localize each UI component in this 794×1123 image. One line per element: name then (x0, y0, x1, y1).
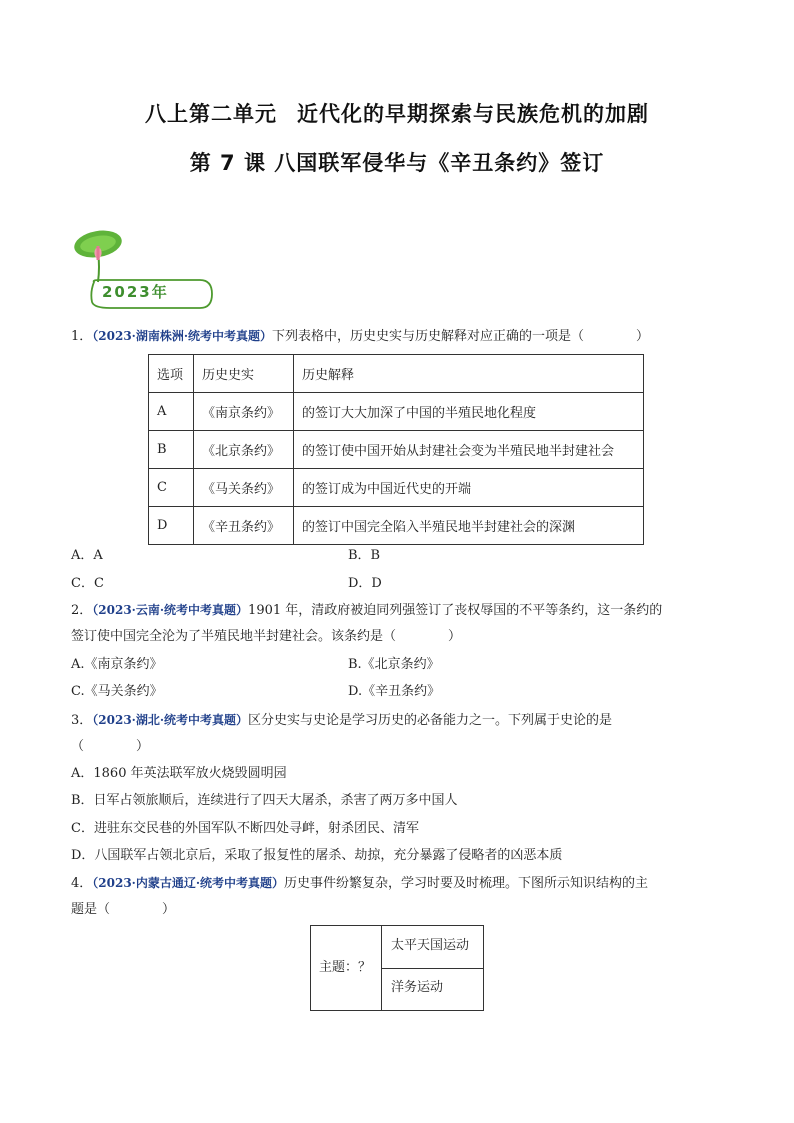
question-2 (71, 601, 662, 620)
question-source: （2023·内蒙古通辽·统考中考真题） (92, 876, 285, 890)
table-cell: B (149, 431, 194, 469)
question-number: 2． (71, 603, 93, 618)
table-header-cell: 选项 (149, 355, 194, 393)
question-3 (71, 711, 612, 730)
option-d[interactable]: D.《辛丑条约》 (348, 684, 441, 699)
diagram-divider (381, 968, 483, 969)
table-header-row (149, 355, 644, 393)
unit-title-part-a: 八上第二单元 (145, 102, 277, 126)
table-cell: 的签订大大加深了中国的半殖民地化程度 (294, 393, 644, 431)
table-cell: 《马关条约》 (194, 469, 294, 507)
table-cell: 《辛丑条约》 (194, 507, 294, 545)
unit-title (0, 98, 794, 128)
table-cell: 的签订中国完全陷入半殖民地半封建社会的深渊 (294, 507, 644, 545)
question-stem-continued: 签订使中国完全沦为了半殖民地半封建社会。该条约是（ ） (71, 629, 462, 644)
diagram-theme: 主题：？ (319, 960, 372, 975)
option-b[interactable]: B．日军占领旅顺后，连续进行了四天大屠杀，杀害了两万多中国人 (71, 793, 458, 808)
option-c[interactable]: C．进驻东交民巷的外国军队不断四处寻衅，射杀团民、清军 (71, 821, 419, 836)
question-source: （2023·湖北·统考中考真题） (92, 713, 249, 727)
option-a[interactable]: A．1860 年英法联军放火烧毁圆明园 (71, 766, 287, 781)
table-row (149, 393, 644, 431)
question-source: （2023·云南·统考中考真题） (92, 603, 249, 617)
question-number: 1． (71, 329, 93, 344)
question-stem: 历史事件纷繁复杂，学习时要及时梳理。下图所示知识结构的主 (284, 876, 649, 891)
question-stem-continued: 题是（ ） (71, 902, 176, 917)
option-b[interactable]: B.《北京条约》 (348, 657, 440, 672)
year-badge-label: 2023年 (102, 283, 169, 301)
unit-title-part-b: 近代化的早期探索与民族危机的加剧 (297, 102, 649, 126)
question-stem: 下列表格中，历史史实与历史解释对应正确的一项是（ ） (272, 329, 650, 344)
knowledge-structure-diagram (310, 925, 484, 1011)
question-number: 4． (71, 876, 93, 891)
question-stem: 1901 年，清政府被迫同列强签订了丧权辱国的不平等条约，这一条约的 (248, 603, 663, 618)
question-1 (71, 327, 649, 346)
table-cell: 的签订成为中国近代史的开端 (294, 469, 644, 507)
table-cell: D (149, 507, 194, 545)
question-stem: 区分史实与史论是学习历史的必备能力之一。下列属于史论的是 (248, 713, 613, 728)
table-row (149, 469, 644, 507)
diagram-branch: 太平天国运动 (391, 938, 470, 953)
table-header-cell: 历史史实 (194, 355, 294, 393)
table-cell: 的签订使中国开始从封建社会变为半殖民地半封建社会 (294, 431, 644, 469)
history-table (148, 354, 644, 545)
option-d[interactable]: D．八国联军占领北京后，采取了报复性的屠杀、劫掠，充分暴露了侵略者的凶恶本质 (71, 848, 563, 863)
option-a[interactable]: A.《南京条约》 (71, 657, 163, 672)
table-cell: 《北京条约》 (194, 431, 294, 469)
diagram-branch: 洋务运动 (391, 980, 444, 995)
option-a[interactable]: A．A (71, 548, 103, 563)
question-4 (71, 874, 648, 893)
option-c[interactable]: C.《马关条约》 (71, 684, 163, 699)
option-c[interactable]: C．C (71, 576, 104, 591)
table-row (149, 507, 644, 545)
option-d[interactable]: D．D (348, 576, 382, 591)
option-b[interactable]: B．B (348, 548, 381, 563)
table-row (149, 431, 644, 469)
question-stem-continued: （ ） (71, 739, 150, 754)
lesson-title: 第 7 课 八国联军侵华与《辛丑条约》签订 (189, 151, 605, 175)
table-cell: A (149, 393, 194, 431)
question-number: 3． (71, 713, 93, 728)
year-badge (70, 222, 215, 312)
table-cell: C (149, 469, 194, 507)
question-source: （2023·湖南株洲·统考中考真题） (92, 329, 273, 343)
table-header-cell: 历史解释 (294, 355, 644, 393)
table-cell: 《南京条约》 (194, 393, 294, 431)
